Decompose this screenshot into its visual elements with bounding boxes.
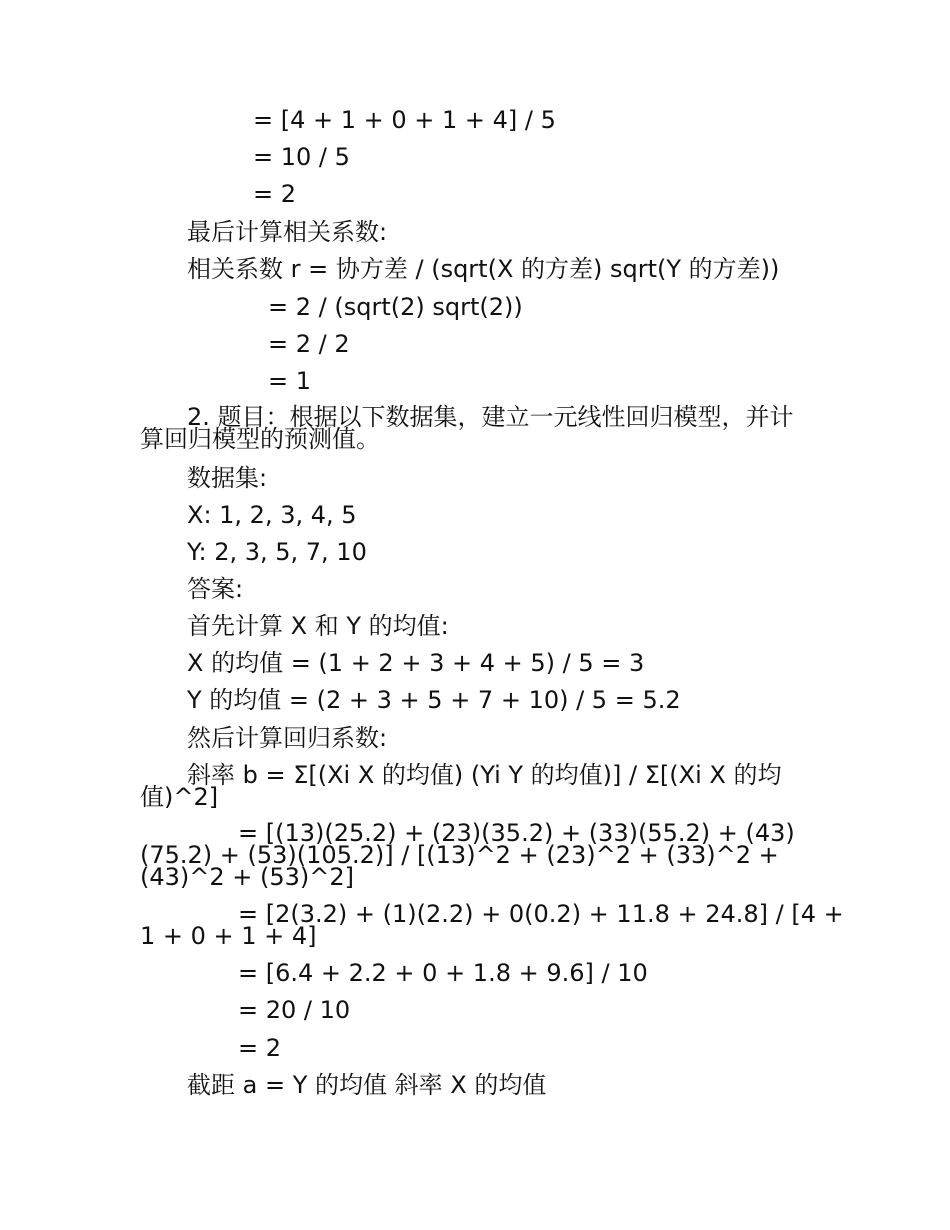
slope-formula: [140, 761, 782, 811]
text-line: = 2 / 2: [268, 330, 350, 358]
text-line: 算回归模型的预测值。: [140, 425, 380, 453]
text-line: 1 + 0 + 1 + 4]: [140, 922, 317, 950]
text-line: = 10 / 5: [253, 143, 350, 171]
text-line: 最后计算相关系数:: [187, 218, 388, 246]
text-line: 答案:: [187, 575, 244, 603]
text-line: Y: 2, 3, 5, 7, 10: [187, 538, 367, 566]
text-line: = 20 / 10: [238, 996, 351, 1024]
text-line: = [6.4 + 2.2 + 0 + 1.8 + 9.6] / 10: [238, 959, 648, 987]
slope-expansion: [140, 819, 795, 891]
text-line: = 2: [253, 180, 297, 208]
text-line: 首先计算 X 和 Y 的均值:: [187, 612, 449, 640]
text-line: X: 1, 2, 3, 4, 5: [187, 501, 357, 529]
text-line: = [2(3.2) + (1)(2.2) + 0(0.2) + 11.8 + 24.8] / [4 +: [238, 900, 844, 928]
text-line: 2. 题目：根据以下数据集，建立一元线性回归模型，并计: [187, 403, 794, 431]
text-line: = [(13)(25.2) + (23)(35.2) + (33)(55.2) + (43): [238, 819, 795, 847]
text-line: X 的均值 = (1 + 2 + 3 + 4 + 5) / 5 = 3: [187, 649, 645, 677]
text-line: 截距 a = Y 的均值 斜率 X 的均值: [187, 1071, 547, 1099]
text-line: (75.2) + (53)(105.2)] / [(13)^2 + (23)^2 + (33)^2 +: [140, 841, 779, 869]
text-line: 数据集:: [187, 464, 268, 492]
text-line: 值)^2]: [140, 783, 219, 811]
text-line: 斜率 b = Σ[(Xi X 的均值) (Yi Y 的均值)] / Σ[(Xi X 的均: [187, 761, 782, 789]
text-line: = [4 + 1 + 0 + 1 + 4] / 5: [253, 106, 556, 134]
text-line: (43)^2 + (53)^2]: [140, 863, 355, 891]
slope-simplification: [140, 900, 844, 950]
text-line: 然后计算回归系数:: [187, 724, 388, 752]
text-line: = 2 / (sqrt(2) sqrt(2)): [268, 293, 523, 321]
text-line: Y 的均值 = (2 + 3 + 5 + 7 + 10) / 5 = 5.2: [187, 686, 681, 714]
text-line: = 2: [238, 1034, 282, 1062]
question-heading: [140, 403, 794, 453]
text-line: 相关系数 r = 协方差 / (sqrt(X 的方差) sqrt(Y 的方差)): [187, 255, 780, 283]
text-line: = 1: [268, 367, 312, 395]
